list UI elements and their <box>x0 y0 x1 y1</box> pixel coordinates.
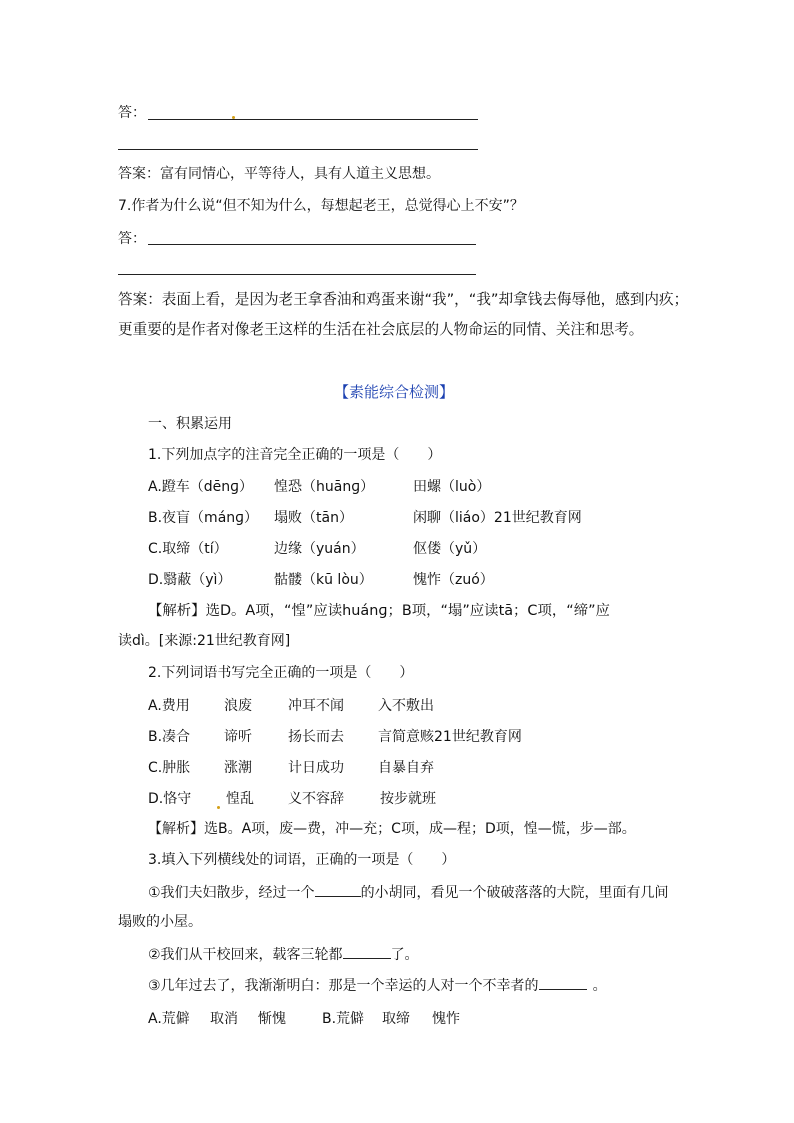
mc1-option-d-1: D.翳蔽（yì） <box>148 572 232 588</box>
section-title: 【素能综合检测】 <box>334 383 455 401</box>
mc2-option-a-4: 入不敷出 <box>378 698 434 714</box>
fill-blank-3 <box>539 975 587 990</box>
mc2-option-d-3: 义不容辞 <box>288 791 344 807</box>
mc1-option-a-2: 惶恐（huānɡ） <box>274 479 375 495</box>
mc2-option-d-1: D.恪守 <box>148 791 192 807</box>
mc3-item1-text-b: 的小胡同，看见一个破破落落的大院，里面有几间 <box>360 885 669 901</box>
mc2-question: 2.下列词语书写完全正确的一项是（ ） <box>148 665 414 681</box>
mc1-analysis-line2: 读dì。[来源:21世纪教育网] <box>118 633 291 649</box>
answer-line-1 <box>148 119 478 120</box>
fill-blank-2 <box>343 944 391 959</box>
mc1-option-d-2: 骷髅（kū lòu） <box>274 572 373 588</box>
mc1-option-c-3: 伛偻（yǔ） <box>413 541 487 557</box>
mc3-option-b-3: 愧怍 <box>432 1011 460 1027</box>
mc3-option-a-2: 取消 <box>210 1011 238 1027</box>
mc2-option-b-3: 扬长而去 <box>288 729 344 745</box>
mc2-option-c-1: C.肿胀 <box>148 760 191 776</box>
mc2-analysis: 【解析】选B。A项，废—费，冲—充；C项，成—程；D项，惶—慌，步—部。 <box>148 821 636 837</box>
mc2-option-a-2: 浪废 <box>224 698 252 714</box>
mc3-item2-text-a: ②我们从干校回来，载客三轮都 <box>148 947 343 963</box>
mc3-item3-text-a: ③几年过去了，我渐渐明白：那是一个幸运的人对一个不幸者的 <box>148 978 539 994</box>
mc2-option-c-4: 自暴自弃 <box>378 760 434 776</box>
mc2-option-a-3: 冲耳不闻 <box>288 698 344 714</box>
mc3-question: 3.填入下列横线处的词语，正确的一项是（ ） <box>148 852 456 868</box>
mc3-option-b-2: 取缔 <box>382 1011 410 1027</box>
mc3-item-3 <box>148 975 607 996</box>
question-7: 7.作者为什么说“但不知为什么，每想起老王，总觉得心上不安”？ <box>118 198 524 214</box>
answer-q6: 答案：富有同情心，平等待人，具有人道主义思想。 <box>118 166 440 182</box>
mc2-option-c-3: 计日成功 <box>288 760 344 776</box>
mc2-option-b-2: 谛听 <box>224 729 252 745</box>
mc1-option-c-1: C.取缔（tí） <box>148 541 228 557</box>
mc3-option-a-1: A.荒僻 <box>148 1011 190 1027</box>
mc3-item3-text-b: 。 <box>592 978 607 994</box>
mc2-option-d-4: 按步就班 <box>380 791 436 807</box>
fill-blank-1 <box>315 882 361 897</box>
mc2-option-c-2: 涨潮 <box>224 760 252 776</box>
decorative-dot <box>217 806 220 809</box>
mc3-item1-line2: 塌败的小屋。 <box>118 914 202 930</box>
mc3-item1-text-a: ①我们夫妇散步，经过一个 <box>148 885 315 901</box>
mc1-option-b-1: B.夜盲（mánɡ） <box>148 510 259 526</box>
mc3-item-2 <box>148 944 419 965</box>
mc1-option-c-2: 边缘（yuán） <box>274 541 365 557</box>
answer-prompt-q7: 答： <box>118 231 146 247</box>
mc1-option-b-3: 闲聊（liáo）21世纪教育网 <box>413 510 582 526</box>
mc3-option-a-3: 惭愧 <box>258 1011 286 1027</box>
answer-q7-line1: 答案：表面上看，是因为老王拿香油和鸡蛋来谢“我”，“我”却拿钱去侮辱他，感到内疚； <box>118 291 689 308</box>
mc3-item-1 <box>148 882 669 903</box>
mc1-option-a-3: 田螺（luò） <box>413 479 491 495</box>
mc2-option-a-1: A.费用 <box>148 698 190 714</box>
mc2-option-b-4: 言简意赅21世纪教育网 <box>378 729 522 745</box>
mc1-option-d-3: 愧怍（zuó） <box>413 572 494 588</box>
answer-line-3 <box>148 244 476 245</box>
part-heading: 一、积累运用 <box>148 416 232 432</box>
answer-prompt-q6: 答： <box>118 105 146 121</box>
mc2-option-b-1: B.凑合 <box>148 729 191 745</box>
mc1-option-b-2: 塌败（tān） <box>274 510 353 526</box>
mc1-question: 1.下列加点字的注音完全正确的一项是（ ） <box>148 447 442 463</box>
mc3-option-b-1: B.荒僻 <box>322 1011 365 1027</box>
mc2-option-d-2: 惶乱 <box>226 791 254 807</box>
mc1-analysis-line1: 【解析】选D。A项，“惶”应读huánɡ；B项，“塌”应读tā；C项，“缔”应 <box>148 603 610 619</box>
answer-q7-line2: 更重要的是作者对像老王这样的生活在社会底层的人物命运的同情、关注和思考。 <box>118 321 644 338</box>
decorative-dot <box>232 116 235 119</box>
mc1-option-a-1: A.蹬车（dēnɡ） <box>148 479 254 495</box>
answer-line-2 <box>118 149 478 150</box>
mc3-item2-text-b: 了。 <box>390 947 419 963</box>
answer-line-4 <box>118 274 476 275</box>
